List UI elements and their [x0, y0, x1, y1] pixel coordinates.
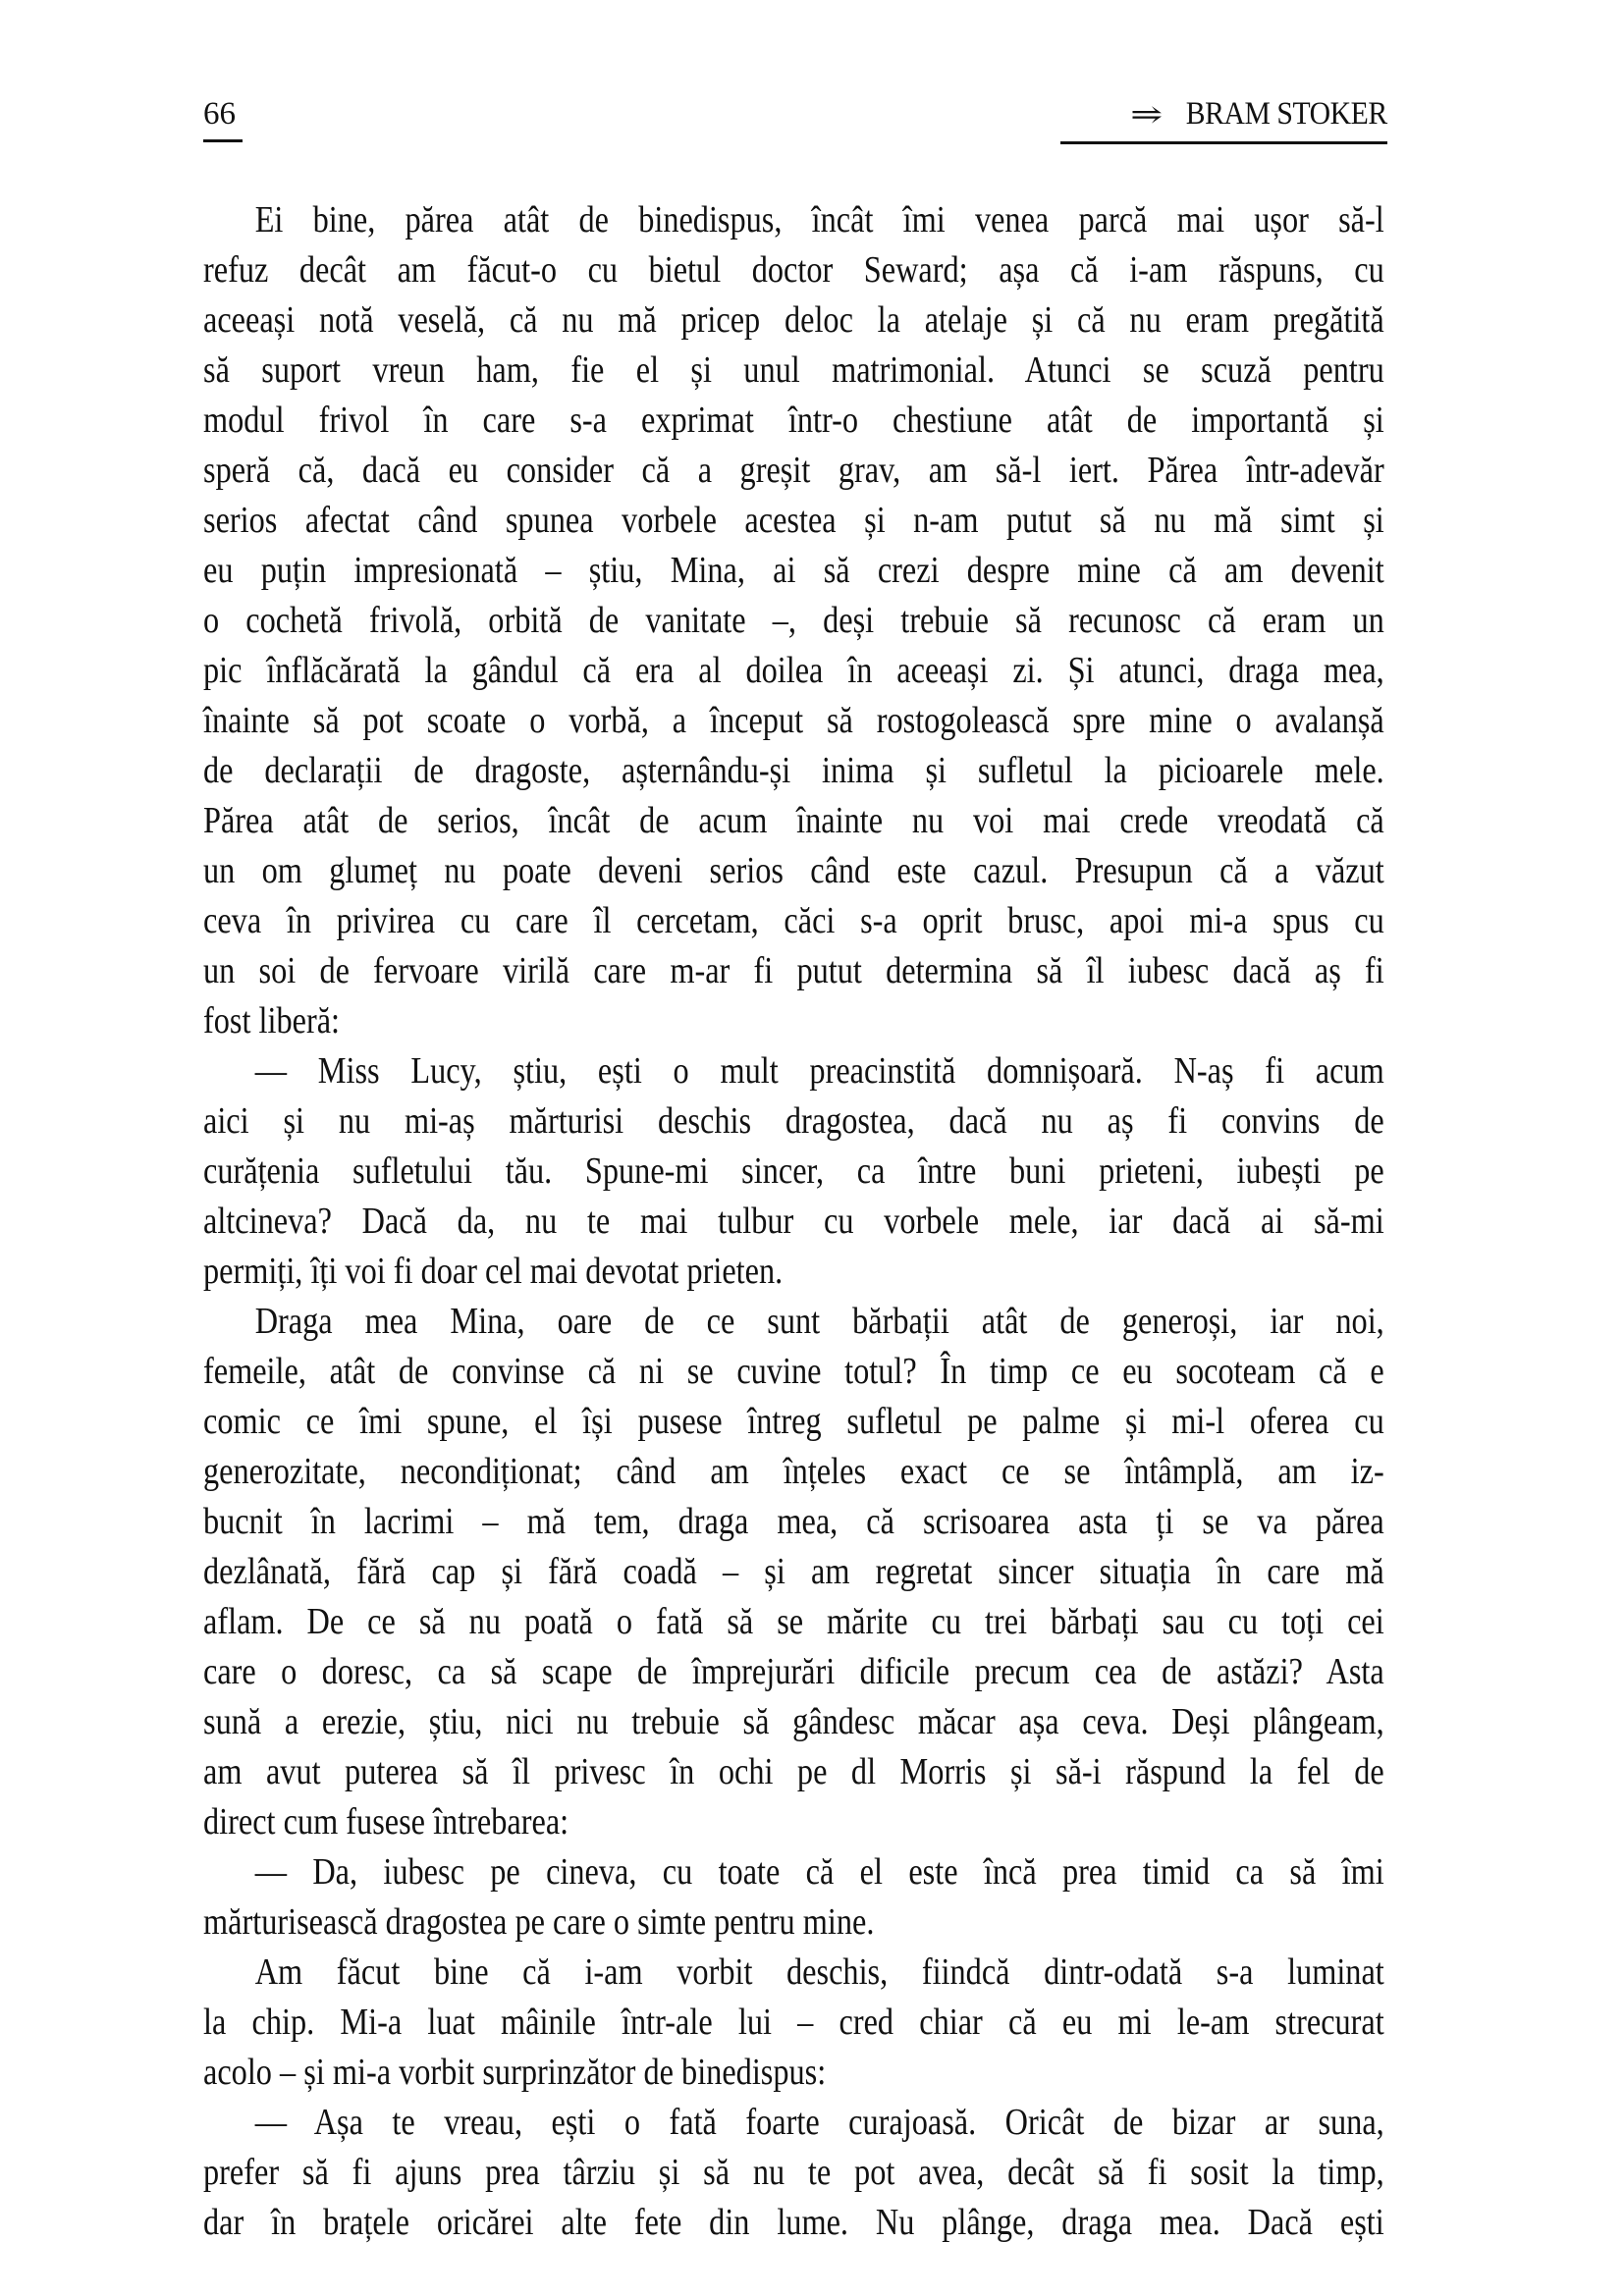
paragraph: [203, 2098, 1384, 2248]
text-line: acolo – și mi-a vorbit surprinzător de binedispus:: [203, 2052, 827, 2093]
text-line: dar în brațele oricărei alte fete din lume. Nu plânge, draga mea. Dacă ești: [203, 2202, 1384, 2243]
text-line: bucnit în lacrimi – mă tem, draga mea, că scrisoarea asta ți se va părea: [203, 1501, 1384, 1542]
text-line: — Da, iubesc pe cineva, cu toate că el este încă prea timid ca să îmi: [254, 1851, 1384, 1893]
text-line: — Miss Lucy, știu, ești o mult preacinstită domnișoară. N-aș fi acum: [254, 1050, 1384, 1092]
text-line: altcineva? Dacă da, nu te mai tulbur cu vorbele mele, iar dacă ai să-mi: [203, 1201, 1384, 1242]
text-line: aici și nu mi-aș mărturisi deschis dragostea, dacă nu aș fi convins de: [203, 1100, 1384, 1142]
text-line: refuz decât am făcut-o cu bietul doctor Seward; așa că i-am răspuns, cu: [203, 249, 1384, 291]
text-line: o cochetă frivolă, orbită de vanitate –, deși trebuie să recunosc că eram un: [203, 600, 1384, 641]
text-line: înainte să pot scoate o vorbă, a început să rostogolească spre mine o avalanșă: [203, 700, 1384, 741]
ornament-arrow-icon: ⥤: [1130, 100, 1163, 131]
text-line: eu puțin impresionată – știu, Mina, ai să crezi despre mine că am devenit: [203, 550, 1384, 591]
text-line: comic ce îmi spune, el își pusese întreg sufletul pe palme și mi-l oferea cu: [203, 1401, 1384, 1442]
text-line: speră că, dacă eu consider că a greșit grav, am să-l iert. Părea într-adevăr: [203, 450, 1384, 491]
text-line: Am făcut bine că i-am vorbit deschis, fiindcă dintr-odată s-a luminat: [254, 1951, 1384, 1993]
page-number: 66: [203, 94, 243, 142]
text-line: serios afectat când spunea vorbele acestea și n-am putut să nu mă simt și: [203, 500, 1384, 541]
text-line: sună a erezie, știu, nici nu trebuie să gândesc măcar așa ceva. Deși plângeam,: [203, 1701, 1384, 1742]
text-line: Ei bine, părea atât de binedispus, încât îmi venea parcă mai ușor să-l: [254, 199, 1384, 240]
text-line: generozitate, necondiționat; când am înțeles exact ce se întâmplă, am iz-: [203, 1451, 1384, 1492]
text-line: curățenia sufletului tău. Spune-mi sincer, ca între buni prieteni, iubești pe: [203, 1150, 1384, 1192]
text-line: femeile, atât de convinse că ni se cuvine totul? În timp ce eu socoteam că e: [203, 1351, 1384, 1392]
text-line: de declarații de dragoste, așternându-și inima și sufletul la picioarele mele.: [203, 750, 1384, 791]
text-line: fost liberă:: [203, 1000, 341, 1041]
text-line: aflam. De ce să nu poată o fată să se mărite cu trei bărbați sau cu toți cei: [203, 1601, 1384, 1642]
paragraph: [203, 1046, 1384, 1297]
text-line: un om glumeț nu poate deveni serios când este cazul. Presupun că a văzut: [203, 850, 1384, 891]
paragraph: [203, 1847, 1384, 1948]
text-line: Părea atât de serios, încât de acum înainte nu voi mai crede vreodată că: [203, 800, 1384, 841]
paragraph: [203, 1297, 1384, 1847]
text-line: la chip. Mi-a luat mâinile într-ale lui – cred chiar că eu mi le-am strecurat: [203, 2002, 1384, 2043]
text-line: prefer să fi ajuns prea târziu și să nu te pot avea, decât să fi sosit la timp,: [203, 2152, 1384, 2193]
text-line: ceva în privirea cu care îl cercetam, căci s-a oprit brusc, apoi mi-a spus cu: [203, 900, 1384, 941]
text-line: permiți, îți voi fi doar cel mai devotat prieten.: [203, 1251, 784, 1292]
text-line: care o doresc, ca să scape de împrejurări dificile precum cea de astăzi? Asta: [203, 1651, 1384, 1692]
paragraph: [203, 195, 1384, 1046]
running-header: [1060, 94, 1387, 144]
body-text: [203, 195, 1384, 2248]
text-line: direct cum fusese întrebarea:: [203, 1801, 569, 1842]
text-line: un soi de fervoare virilă care m-ar fi putut determina să îl iubesc dacă aș fi: [203, 950, 1384, 991]
text-line: mărturisească dragostea pe care o simte pentru mine.: [203, 1901, 875, 1943]
text-line: modul frivol în care s-a exprimat într-o chestiune atât de importantă și: [203, 400, 1384, 441]
running-title: BRAM STOKER: [1186, 96, 1387, 132]
text-line: dezlânată, fără cap și fără coadă – și am regretat sincer situația în care mă: [203, 1551, 1384, 1592]
text-line: să suport vreun ham, fie el și unul matrimonial. Atunci se scuză pentru: [203, 349, 1384, 391]
text-line: aceeași notă veselă, că nu mă pricep deloc la atelaje și că nu eram pregătită: [203, 299, 1384, 341]
paragraph: [203, 1948, 1384, 2098]
text-line: pic înflăcărată la gândul că era al doilea în aceeași zi. Și atunci, draga mea,: [203, 650, 1384, 691]
text-line: am avut puterea să îl privesc în ochi pe dl Morris și să-i răspund la fel de: [203, 1751, 1384, 1792]
text-line: Draga mea Mina, oare de ce sunt bărbații atât de generoși, iar noi,: [254, 1301, 1384, 1342]
text-line: — Așa te vreau, ești o fată foarte curajoasă. Oricât de bizar ar suna,: [254, 2102, 1384, 2143]
